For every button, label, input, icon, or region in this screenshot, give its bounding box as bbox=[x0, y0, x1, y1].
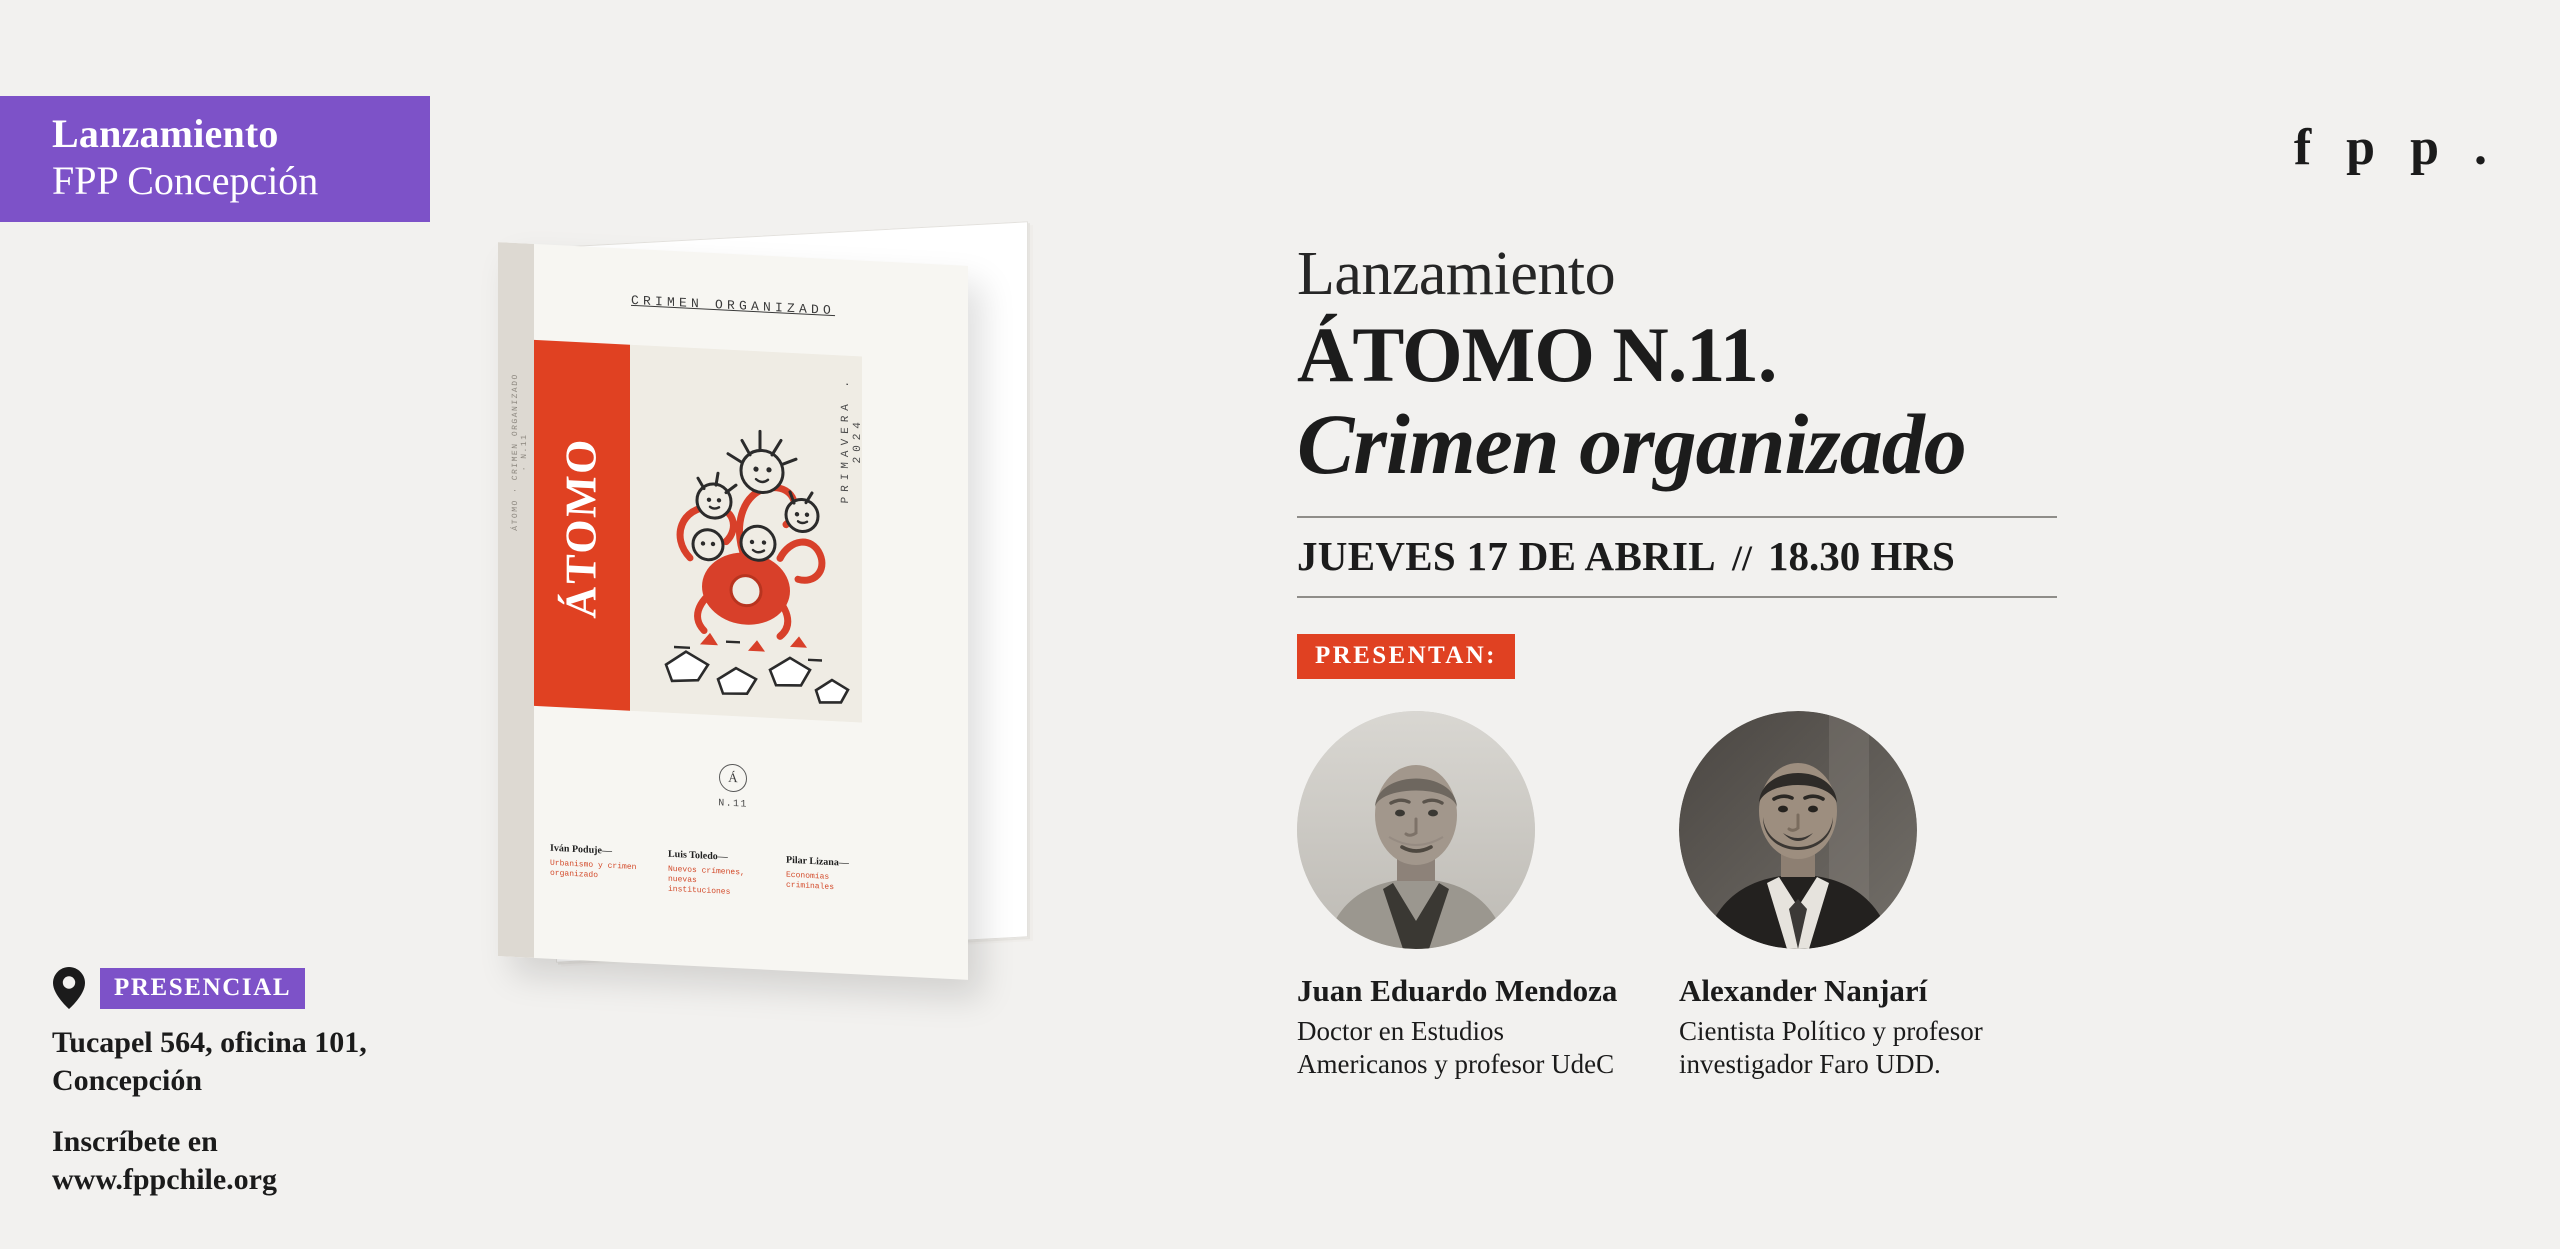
book-red-band bbox=[534, 340, 630, 711]
book-season-label: PRIMAVERA . 2024 bbox=[840, 375, 864, 504]
event-details bbox=[1297, 240, 2477, 1080]
book-cover-top-label: CRIMEN ORGANIZADO bbox=[630, 292, 836, 319]
presencial-tag: PRESENCIAL bbox=[100, 968, 305, 1009]
book-credit bbox=[550, 843, 642, 894]
event-title-line2: Crimen organizado bbox=[1297, 396, 1966, 493]
book-credit bbox=[786, 855, 878, 906]
book-credit-name: Iván Poduje— bbox=[550, 842, 612, 857]
launch-badge-line2: FPP Concepción bbox=[52, 157, 319, 203]
speaker-card bbox=[1679, 711, 2019, 1080]
event-date: JUEVES 17 DE ABRIL bbox=[1297, 532, 1716, 579]
launch-badge-line1: Lanzamiento bbox=[52, 111, 279, 156]
divider-bottom bbox=[1297, 596, 2057, 598]
venue-block bbox=[52, 966, 482, 1200]
event-kicker: Lanzamiento bbox=[1297, 240, 1616, 308]
book-credit-title: Economías criminales bbox=[786, 870, 835, 893]
book-credit bbox=[668, 849, 760, 900]
avatar bbox=[1679, 711, 1917, 949]
book-mark-number: N.11 bbox=[718, 798, 748, 811]
avatar bbox=[1297, 711, 1535, 949]
book-mark-letter: Á bbox=[719, 763, 747, 792]
book-credit-name: Luis Toledo— bbox=[668, 848, 728, 863]
venue-tag-row bbox=[52, 966, 482, 1010]
speakers-list bbox=[1297, 711, 2477, 1080]
location-pin-icon bbox=[52, 966, 86, 1010]
book-mockup bbox=[498, 228, 1038, 998]
book-credit-title: Urbanismo y crimen organizado bbox=[550, 858, 637, 881]
event-time: 18.30 HRS bbox=[1767, 532, 1955, 579]
speaker-name: Juan Eduardo Mendoza bbox=[1297, 972, 1618, 1008]
speaker-card bbox=[1297, 711, 1637, 1080]
datetime-separator: // bbox=[1731, 537, 1752, 578]
book-cover bbox=[498, 242, 968, 980]
signup-label: Inscríbete en bbox=[52, 1124, 218, 1158]
event-title-line1: ÁTOMO N.11. bbox=[1297, 311, 1777, 398]
book-atom-mark bbox=[498, 752, 968, 822]
book-credit-title: Nuevos crímenes, nuevas instituciones bbox=[668, 864, 745, 898]
signup-url[interactable]: www.fppchile.org bbox=[52, 1163, 277, 1197]
launch-badge bbox=[0, 96, 430, 222]
book-cover-illustration bbox=[630, 345, 862, 723]
book-credits bbox=[550, 843, 944, 910]
speaker-name: Alexander Nanjarí bbox=[1679, 972, 1928, 1008]
speaker-role: Doctor en Estudios Americanos y profesor UdeC bbox=[1297, 1016, 1615, 1079]
book-credit-name: Pilar Lizana— bbox=[786, 854, 849, 869]
book-band-title: ÁTOMO bbox=[556, 436, 606, 620]
fpp-logo: f p p . bbox=[2293, 119, 2498, 176]
book-spine bbox=[498, 242, 534, 958]
venue-address: Tucapel 564, oficina 101, Concepción bbox=[52, 1026, 367, 1098]
event-datetime bbox=[1297, 518, 2057, 596]
presenters-label: PRESENTAN: bbox=[1297, 634, 1515, 679]
speaker-role: Cientista Político y profesor investigador Faro UDD. bbox=[1679, 1016, 1983, 1079]
book-spine-label: ÁTOMO · CRIMEN ORGANIZADO · N.11 bbox=[511, 372, 529, 531]
